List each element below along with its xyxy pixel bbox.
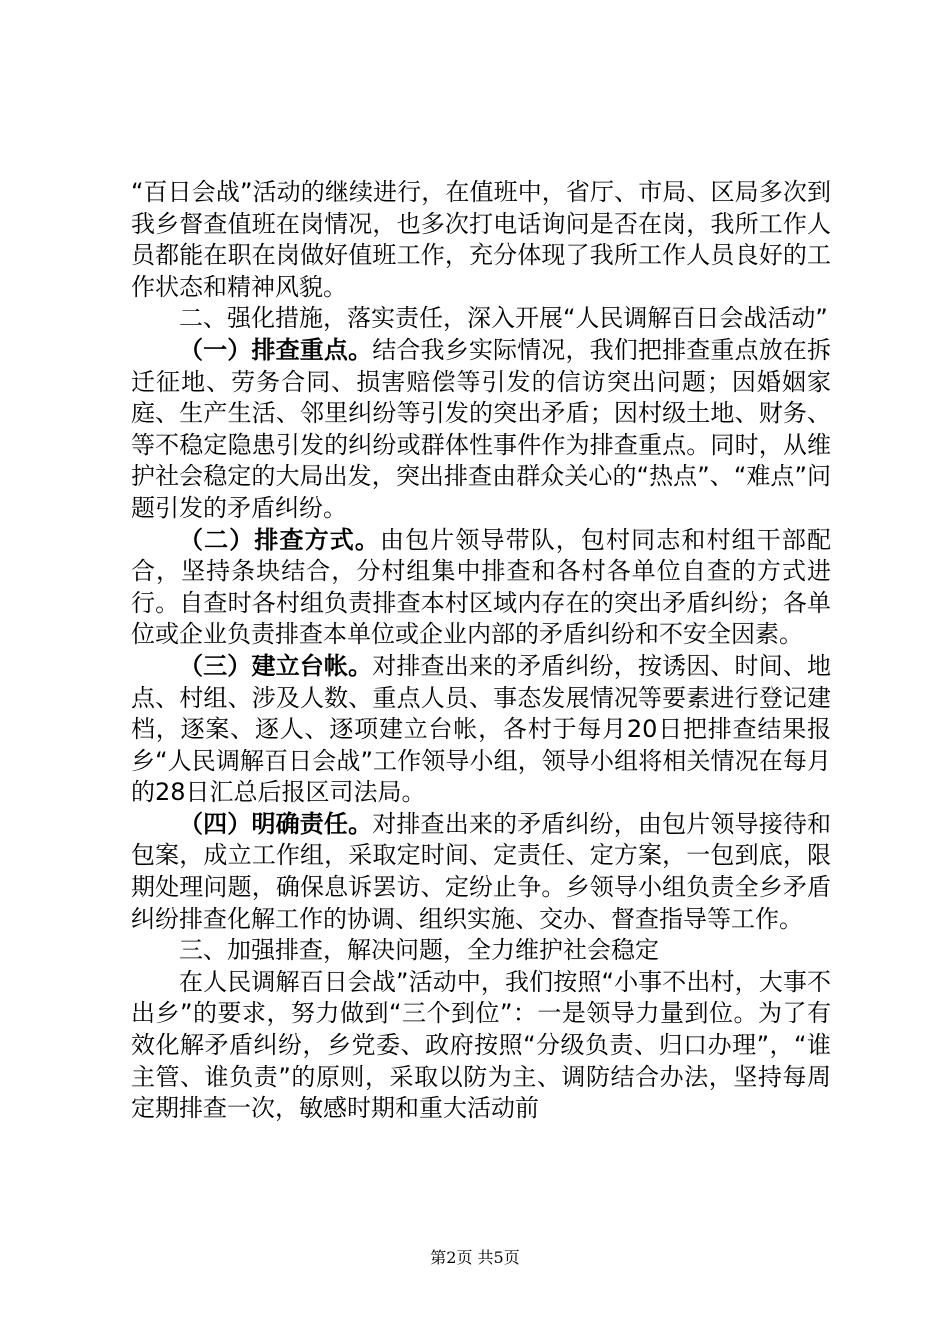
section-two-heading: 二、强化措施，落实责任，深入开展“人民调解百日会战活动” [179,304,828,333]
section-three-heading: 三、加强排查，解决问题，全力维护社会稳定 [179,936,659,965]
paragraph-last: 在人民调解百日会战”活动中，我们按照“小事不出村，大事不出乡”的要求，努力做到“三个到位”：一是领导力量到位。为了有效化解矛盾纠纷，乡党委、政府按照“分级负责、归口办理”，“谁主管、谁负责”的原则，采取以防为主、调防结合办法，坚持每周定期排查一次，敏感时期和重大活动前 [131,967,831,1123]
item-two-paragraph [131,525,831,651]
item-one-title: （一）排查重点。 [179,335,373,364]
item-four-paragraph [131,809,831,935]
document-body [131,177,831,1125]
item-four-body: 对排查出来的矛盾纠纷，由包片领导接待和包案，成立工作组，采取定时间、定责任、定方案，一包到底，限期处理问题，确保息诉罢访、定纷止争。乡领导小组负责全乡矛盾纠纷排查化解工作的协调、组织实施、交办、督查指导等工作。 [131,809,832,933]
item-three-title: （三）建立台帐。 [179,651,373,680]
item-four-title: （四）明确责任。 [179,809,373,838]
paragraph-intro: “百日会战”活动的继续进行，在值班中，省厅、市局、区局多次到我乡督查值班在岗情况，也多次打电话询问是否在岗，我所工作人员都能在职在岗做好值班工作，充分体现了我所工作人员良好的工作状态和精神风貌。 [131,178,831,301]
item-three-paragraph [131,651,831,809]
item-one-body: 结合我乡实际情况，我们把排查重点放在拆迁征地、劳务合同、损害赔偿等引发的信访突出问题；因婚姻家庭、生产生活、邻里纠纷等引发的突出矛盾；因村级土地、财务、等不稳定隐患引发的纠纷或群体性事件作为排查重点。同时，从维护社会稳定的大局出发，突出排查由群众关心的“热点”、“难点”问题引发的矛盾纠纷。 [131,335,832,522]
item-two-body: 由包片领导带队，包村同志和村组干部配合，坚持条块结合，分村组集中排查和各村各单位自查的方式进行。自查时各村组负责排查本村区域内存在的突出矛盾纠纷；各单位或企业负责排查本单位或企业内部的矛盾纠纷和不安全因素。 [131,525,832,649]
page-footer: 第2页 共5页 [430,1248,520,1267]
item-three-body: 对排查出来的矛盾纠纷，按诱因、时间、地点、村组、涉及人数、重点人员、事态发展情况等要素进行登记建档，逐案、逐人、逐项建立台帐，各村于每月20日把排查结果报乡“人民调解百日会战”工作领导小组，领导小组将相关情况在每月的28日汇总后报区司法局。 [131,651,832,807]
item-two-title: （二）排查方式。 [179,525,380,554]
item-one-paragraph [131,335,831,525]
